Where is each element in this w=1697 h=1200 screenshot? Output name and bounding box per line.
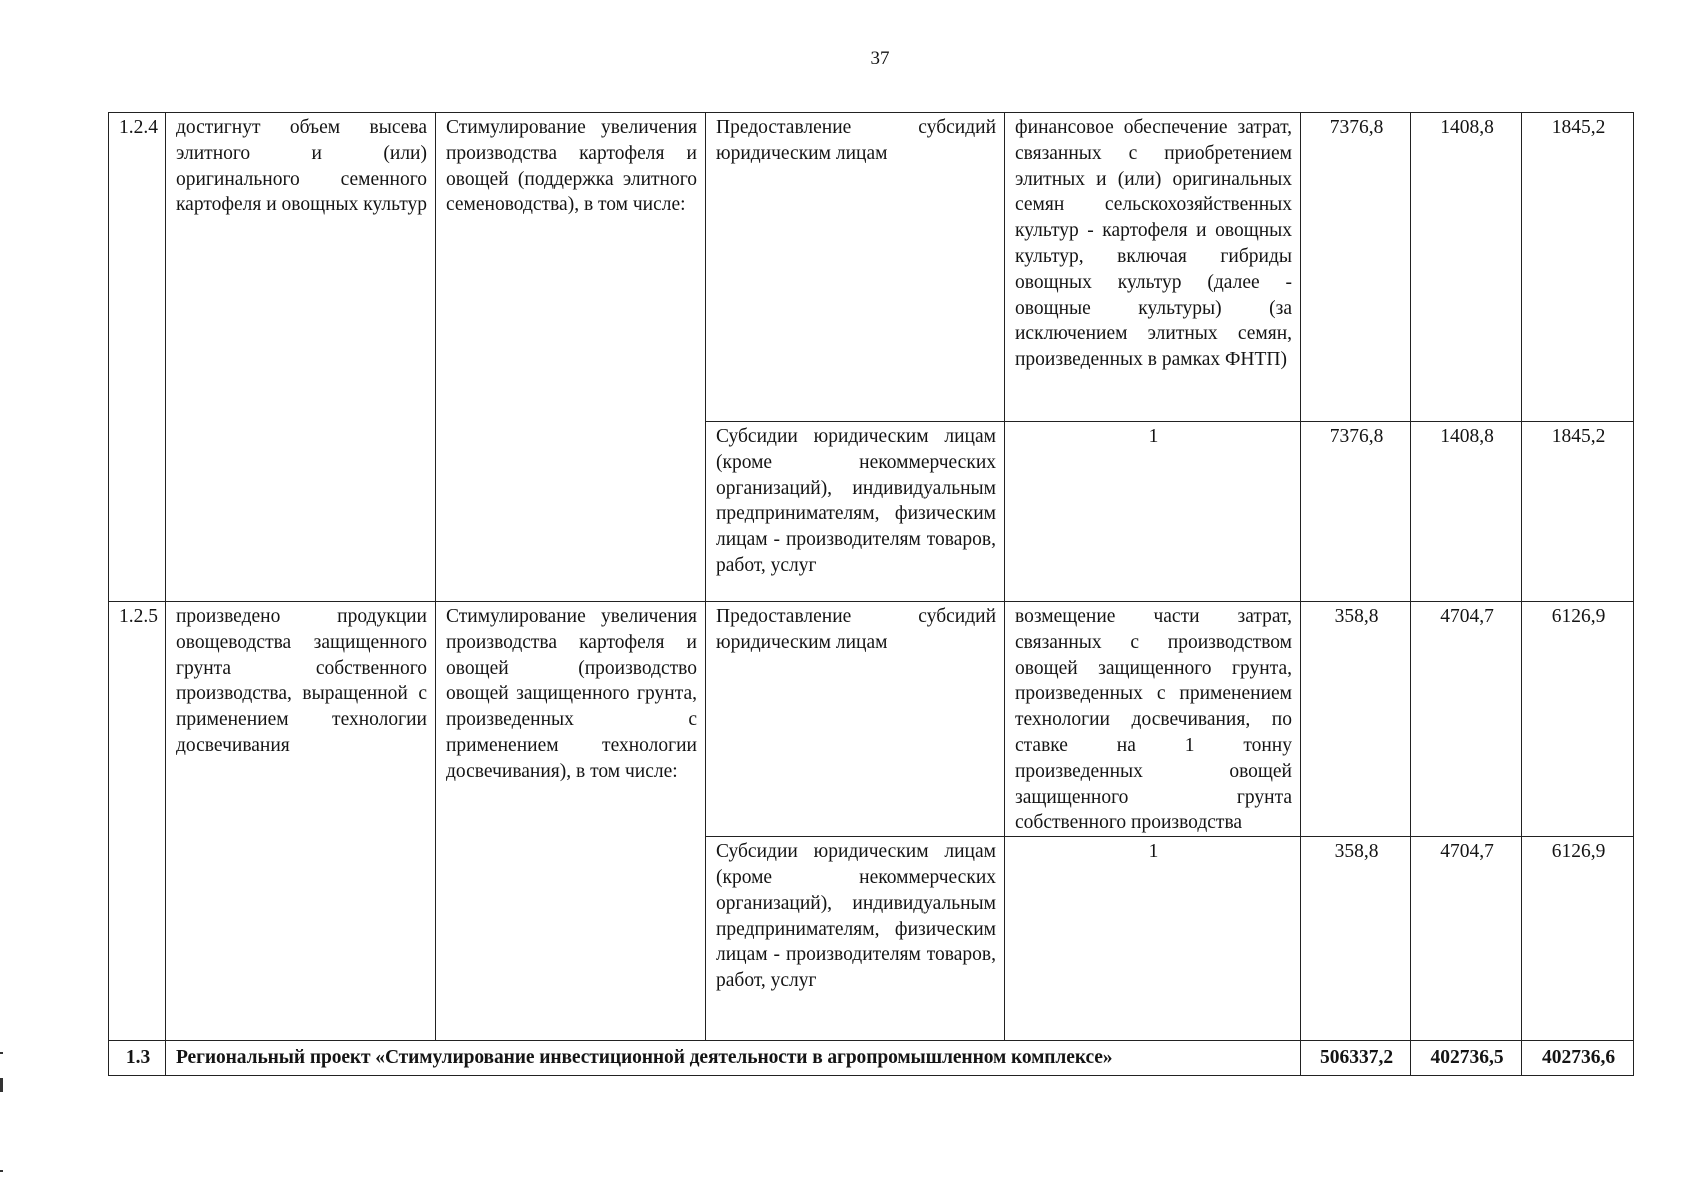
- measure-cell: Стимулирование увеличения производства картофеля и овощей (поддержка элитного семеноводства), в том числе:: [436, 113, 706, 602]
- result-cell: достигнут объем высева элитного и (или) оригинального семенного картофеля и овощных культур: [166, 113, 436, 602]
- value-year3: 1845,2: [1522, 113, 1634, 422]
- value-year1: 7376,8: [1301, 113, 1411, 422]
- scan-margin-mark: [0, 1170, 3, 1172]
- value-year2: 402736,5: [1411, 1041, 1522, 1076]
- value-year3: 402736,6: [1522, 1041, 1634, 1076]
- value-year1: 7376,8: [1301, 422, 1411, 602]
- support-type-cell: Субсидии юридическим лицам (кроме некоммерческих организаций), индивидуальным предпринимателям, физическим лицам - производителям товаров, работ, услуг: [706, 837, 1005, 1041]
- value-year2: 1408,8: [1411, 113, 1522, 422]
- value-year1: 506337,2: [1301, 1041, 1411, 1076]
- expense-code-cell: 1: [1005, 837, 1301, 1041]
- value-year2: 4704,7: [1411, 837, 1522, 1041]
- scan-margin-mark: [0, 1052, 3, 1054]
- measure-cell: Стимулирование увеличения производства картофеля и овощей (производство овощей защищенного грунта, произведенных с применением технологии досвечивания), в том числе:: [436, 602, 706, 1041]
- value-year3: 6126,9: [1522, 602, 1634, 837]
- row-index: 1.2.4: [109, 113, 166, 602]
- table-row-total: [109, 1041, 1634, 1076]
- scan-margin-mark: [0, 1078, 3, 1092]
- page-number: 37: [870, 48, 890, 69]
- value-year2: 1408,8: [1411, 422, 1522, 602]
- support-type-cell: Предоставление субсидий юридическим лицам: [706, 113, 1005, 422]
- value-year2: 4704,7: [1411, 602, 1522, 837]
- purpose-cell: возмещение части затрат, связанных с производством овощей защищенного грунта, произведенных с применением технологии досвечивания, по ставке на 1 тонну произведенных овощей защищенного грунта собственного производства: [1005, 602, 1301, 837]
- support-type-cell: Субсидии юридическим лицам (кроме некоммерческих организаций), индивидуальным предпринимателям, физическим лицам - производителям товаров, работ, услуг: [706, 422, 1005, 602]
- value-year3: 1845,2: [1522, 422, 1634, 602]
- purpose-cell: финансовое обеспечение затрат, связанных с приобретением элитных и (или) оригинальных семян сельскохозяйственных культур - картофеля и овощных культур, включая гибриды овощных культур (далее - овощные культуры) (за исключением элитных семян, произведенных в рамках ФНТП): [1005, 113, 1301, 422]
- value-year1: 358,8: [1301, 837, 1411, 1041]
- project-title-cell: Региональный проект «Стимулирование инвестиционной деятельности в агропромышленном комплексе»: [166, 1041, 1301, 1076]
- expense-code-cell: 1: [1005, 422, 1301, 602]
- row-index: 1.3: [109, 1041, 166, 1076]
- value-year1: 358,8: [1301, 602, 1411, 837]
- value-year3: 6126,9: [1522, 837, 1634, 1041]
- row-index: 1.2.5: [109, 602, 166, 1041]
- support-type-cell: Предоставление субсидий юридическим лицам: [706, 602, 1005, 837]
- result-cell: произведено продукции овощеводства защищенного грунта собственного производства, выращенной с применением технологии досвечивания: [166, 602, 436, 1041]
- budget-table: [108, 112, 1634, 1076]
- table-row: [109, 602, 1634, 837]
- table-row: [109, 113, 1634, 422]
